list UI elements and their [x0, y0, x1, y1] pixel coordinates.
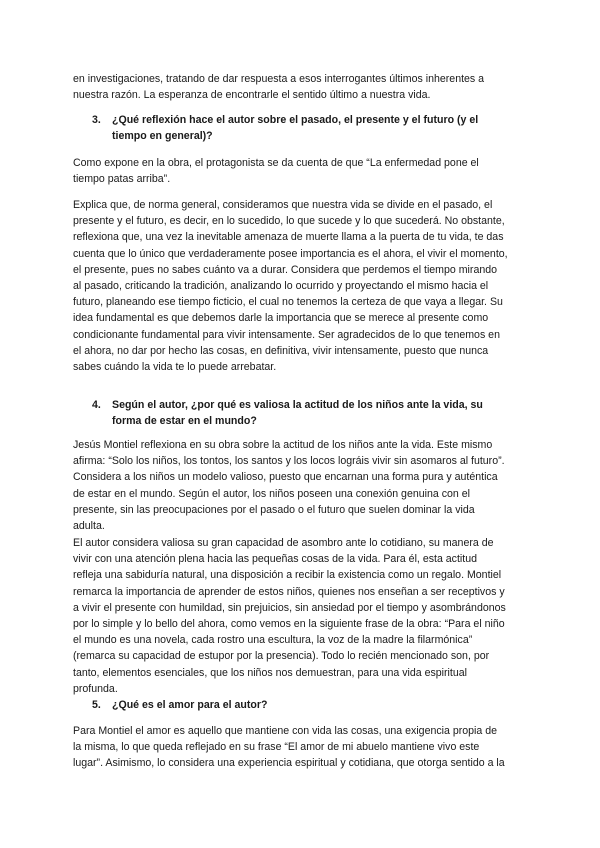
paragraph-line: remarca la importancia de aprender de estos niños, quienes nos enseñan a ser receptivos y [73, 585, 505, 598]
paragraph-line: cuenta que lo único que verdaderamente posee importancia es el ahora, el vivir el momento, [73, 247, 508, 260]
paragraph-line: profunda. [73, 682, 118, 695]
q3-paragraph-1 [73, 155, 531, 187]
paragraph-line: idea fundamental es que debemos darle la importancia que se merece al presente como [73, 312, 489, 325]
paragraph-line: refleja una sabiduría natural, una disposición a recibir la existencia como un regalo. Montiel [73, 569, 502, 582]
paragraph-line: Explica que, de norma general, consideramos que nuestra vida se divide en el pasado, el [73, 199, 493, 211]
paragraph-line: tanto, elementos esenciales, que los niños nos demuestran, para una vida espiritual [73, 666, 467, 679]
paragraph-line: condicionante fundamental para vivir intensamente. Ser agradecidos de lo que tenemos en [73, 328, 500, 341]
paragraph-line: (remarca su capacidad de estupor por la presencia). Todo lo recién mencionado son, por [73, 650, 490, 663]
question-number: 3. [92, 114, 101, 126]
paragraph-line: el mundo es una novela, cada rostro una escultura, la voz de la madre la filarmónica” [73, 634, 473, 647]
q4-paragraph-2 [73, 535, 531, 697]
paragraph-line: la misma, lo que queda reflejado en su frase “El amor de mi abuelo mantiene vivo este [73, 741, 480, 754]
paragraph-line: presente, sin las preocupaciones por el pasado o el futuro que suelen dominar la vida [73, 503, 475, 516]
paragraph-line: a vivir el presente con humildad, sin prejuicios, sin ansiedad por el tiempo y asombrándonos [73, 601, 506, 614]
paragraph-line: futuro, planeando ese tiempo ficticio, el cual no tenemos la certeza de que vaya a llegar. Su [73, 296, 503, 309]
paragraph-line: reflexiona que, una vez la inevitable amenaza de muerte llama a la puerta de tu vida, te das [73, 231, 504, 244]
paragraph-line: en investigaciones, tratando de dar respuesta a esos interrogantes últimos inherentes a [73, 73, 485, 85]
paragraph-line: El autor considera valiosa su gran capacidad de asombro ante lo cotidiano, su manera de [73, 537, 494, 549]
paragraph-line: nuestra razón. La esperanza de encontrarle el sentido último a nuestra vida. [73, 89, 431, 102]
question-title-line: tiempo en general)? [112, 130, 213, 143]
paragraph-line: Como expone en la obra, el protagonista se da cuenta de que “La enfermedad pone el [73, 157, 479, 169]
q4-paragraph-1 [73, 437, 531, 534]
paragraph-line: el ahora, no dar por hecho las cosas, en definitiva, vivir intensamente, puesto que nunca [73, 344, 489, 357]
paragraph-line: presente y el futuro, es decir, en lo sucedido, lo que sucede y lo que sucederá. No obstante, [73, 215, 505, 228]
question-title-line: ¿Qué es el amor para el autor? [112, 699, 268, 711]
q3-paragraph-2 [73, 197, 531, 375]
paragraph-line: al pasado, criticando la tradición, analizando lo ocurrido y proyectando el mismo hacia el [73, 280, 489, 293]
paragraph-line: el presente, pues no sabes cuánto va a durar. Considera que perdemos el tiempo mirando [73, 263, 498, 276]
paragraph-line: adulta. [73, 520, 105, 533]
q5-paragraph-1 [73, 723, 531, 772]
paragraph-line: afirma: “Solo los niños, los tontos, los santos y los locos lográis vivir sin asomaros al futuro”. [73, 455, 505, 468]
intro-paragraph [73, 71, 531, 103]
paragraph-line: sabes cuándo la vida te lo puede arrebatar. [73, 361, 277, 374]
question-number: 4. [92, 399, 101, 411]
paragraph-line: tiempo patas arriba”. [73, 173, 171, 186]
paragraph-line: Para Montiel el amor es aquello que mantiene con vida las cosas, una exigencia propia de [73, 725, 498, 737]
paragraph-line: de estar en el mundo. Según el autor, los niños poseen una conexión genuina con el [73, 487, 470, 500]
paragraph-line: vivir con una atención plena hacia las pequeñas cosas de la vida. Para él, esta actitud [73, 553, 477, 566]
paragraph-line: Jesús Montiel reflexiona en su obra sobre la actitud de los niños ante la vida. Este mismo [73, 439, 493, 451]
question-title-line: Según el autor, ¿por qué es valiosa la actitud de los niños ante la vida, su [112, 399, 483, 411]
question-number: 5. [92, 699, 101, 711]
paragraph-line: Considera a los niños un modelo valioso, puesto que encarnan una forma pura y auténtica [73, 471, 498, 484]
paragraph-line: por lo simple y lo bello del ahora, como vemos en la siguiente frase de la obra: “Para el niño [73, 618, 505, 631]
paragraph-line: lugar”. Asimismo, lo considera una experiencia espiritual y cotidiana, que otorga sentido a la [73, 757, 505, 770]
question-title-line: ¿Qué reflexión hace el autor sobre el pasado, el presente y el futuro (y el [112, 114, 479, 126]
question-title-line: forma de estar en el mundo? [112, 415, 257, 428]
